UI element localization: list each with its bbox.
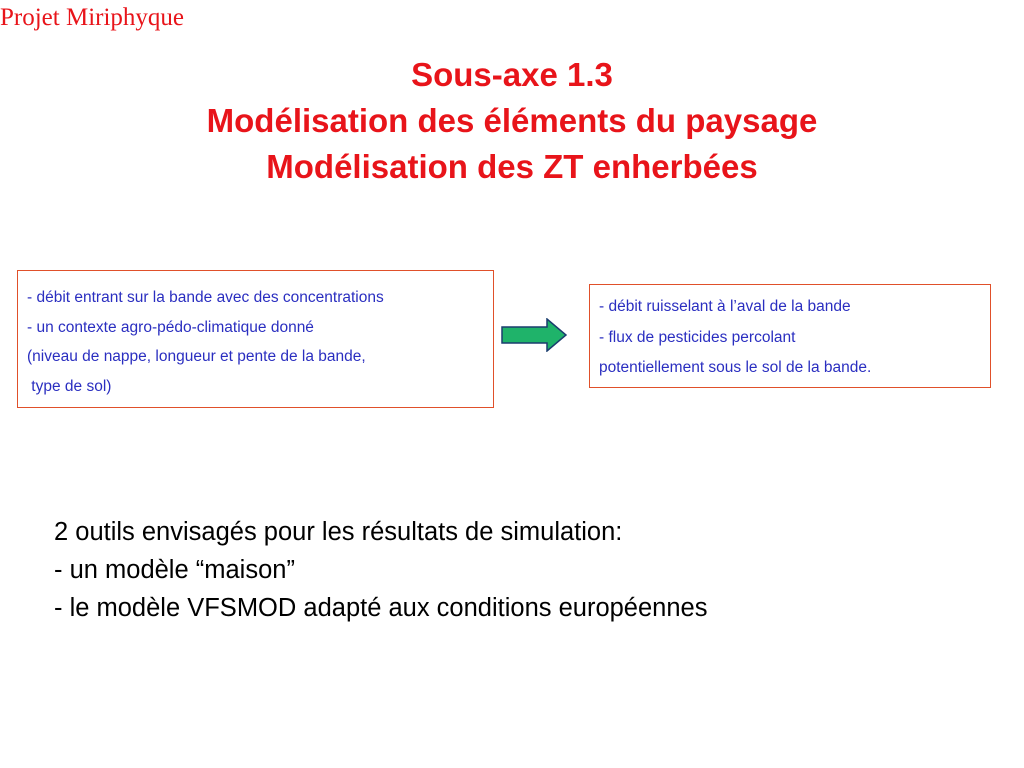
input-line-parameters: (niveau de nappe, longueur et pente de la bande, bbox=[27, 348, 366, 365]
output-line-pesticide-flux: - flux de pesticides percolant bbox=[599, 328, 796, 346]
input-box bbox=[17, 270, 494, 408]
input-line-soil-type: type de sol) bbox=[27, 377, 112, 395]
title-line-landscape: Modélisation des éléments du paysage bbox=[206, 102, 818, 139]
output-box bbox=[589, 284, 991, 388]
project-label: Projet Miriphyque bbox=[0, 4, 185, 31]
right-arrow-icon bbox=[501, 318, 567, 352]
arrow-shape bbox=[502, 319, 566, 351]
note-line-tools: 2 outils envisagés pour les résultats de simulation: bbox=[54, 518, 623, 546]
title-line-subaxis: Sous-axe 1.3 bbox=[411, 56, 613, 93]
output-line-percolation: potentiellement sous le sol de la bande. bbox=[599, 359, 872, 376]
note-line-home-model: - un modèle “maison” bbox=[54, 556, 295, 584]
note-line-vfsmod: - le modèle VFSMOD adapté aux conditions européennes bbox=[54, 594, 708, 622]
input-line-context: - un contexte agro-pédo-climatique donné bbox=[27, 318, 314, 336]
title-line-grass-strips: Modélisation des ZT enherbées bbox=[266, 148, 758, 185]
output-line-runoff: - débit ruisselant à l’aval de la bande bbox=[599, 298, 851, 315]
slide-title bbox=[0, 52, 1024, 190]
notes-block bbox=[54, 513, 707, 627]
input-line-inflow: - débit entrant sur la bande avec des concentrations bbox=[27, 289, 384, 306]
